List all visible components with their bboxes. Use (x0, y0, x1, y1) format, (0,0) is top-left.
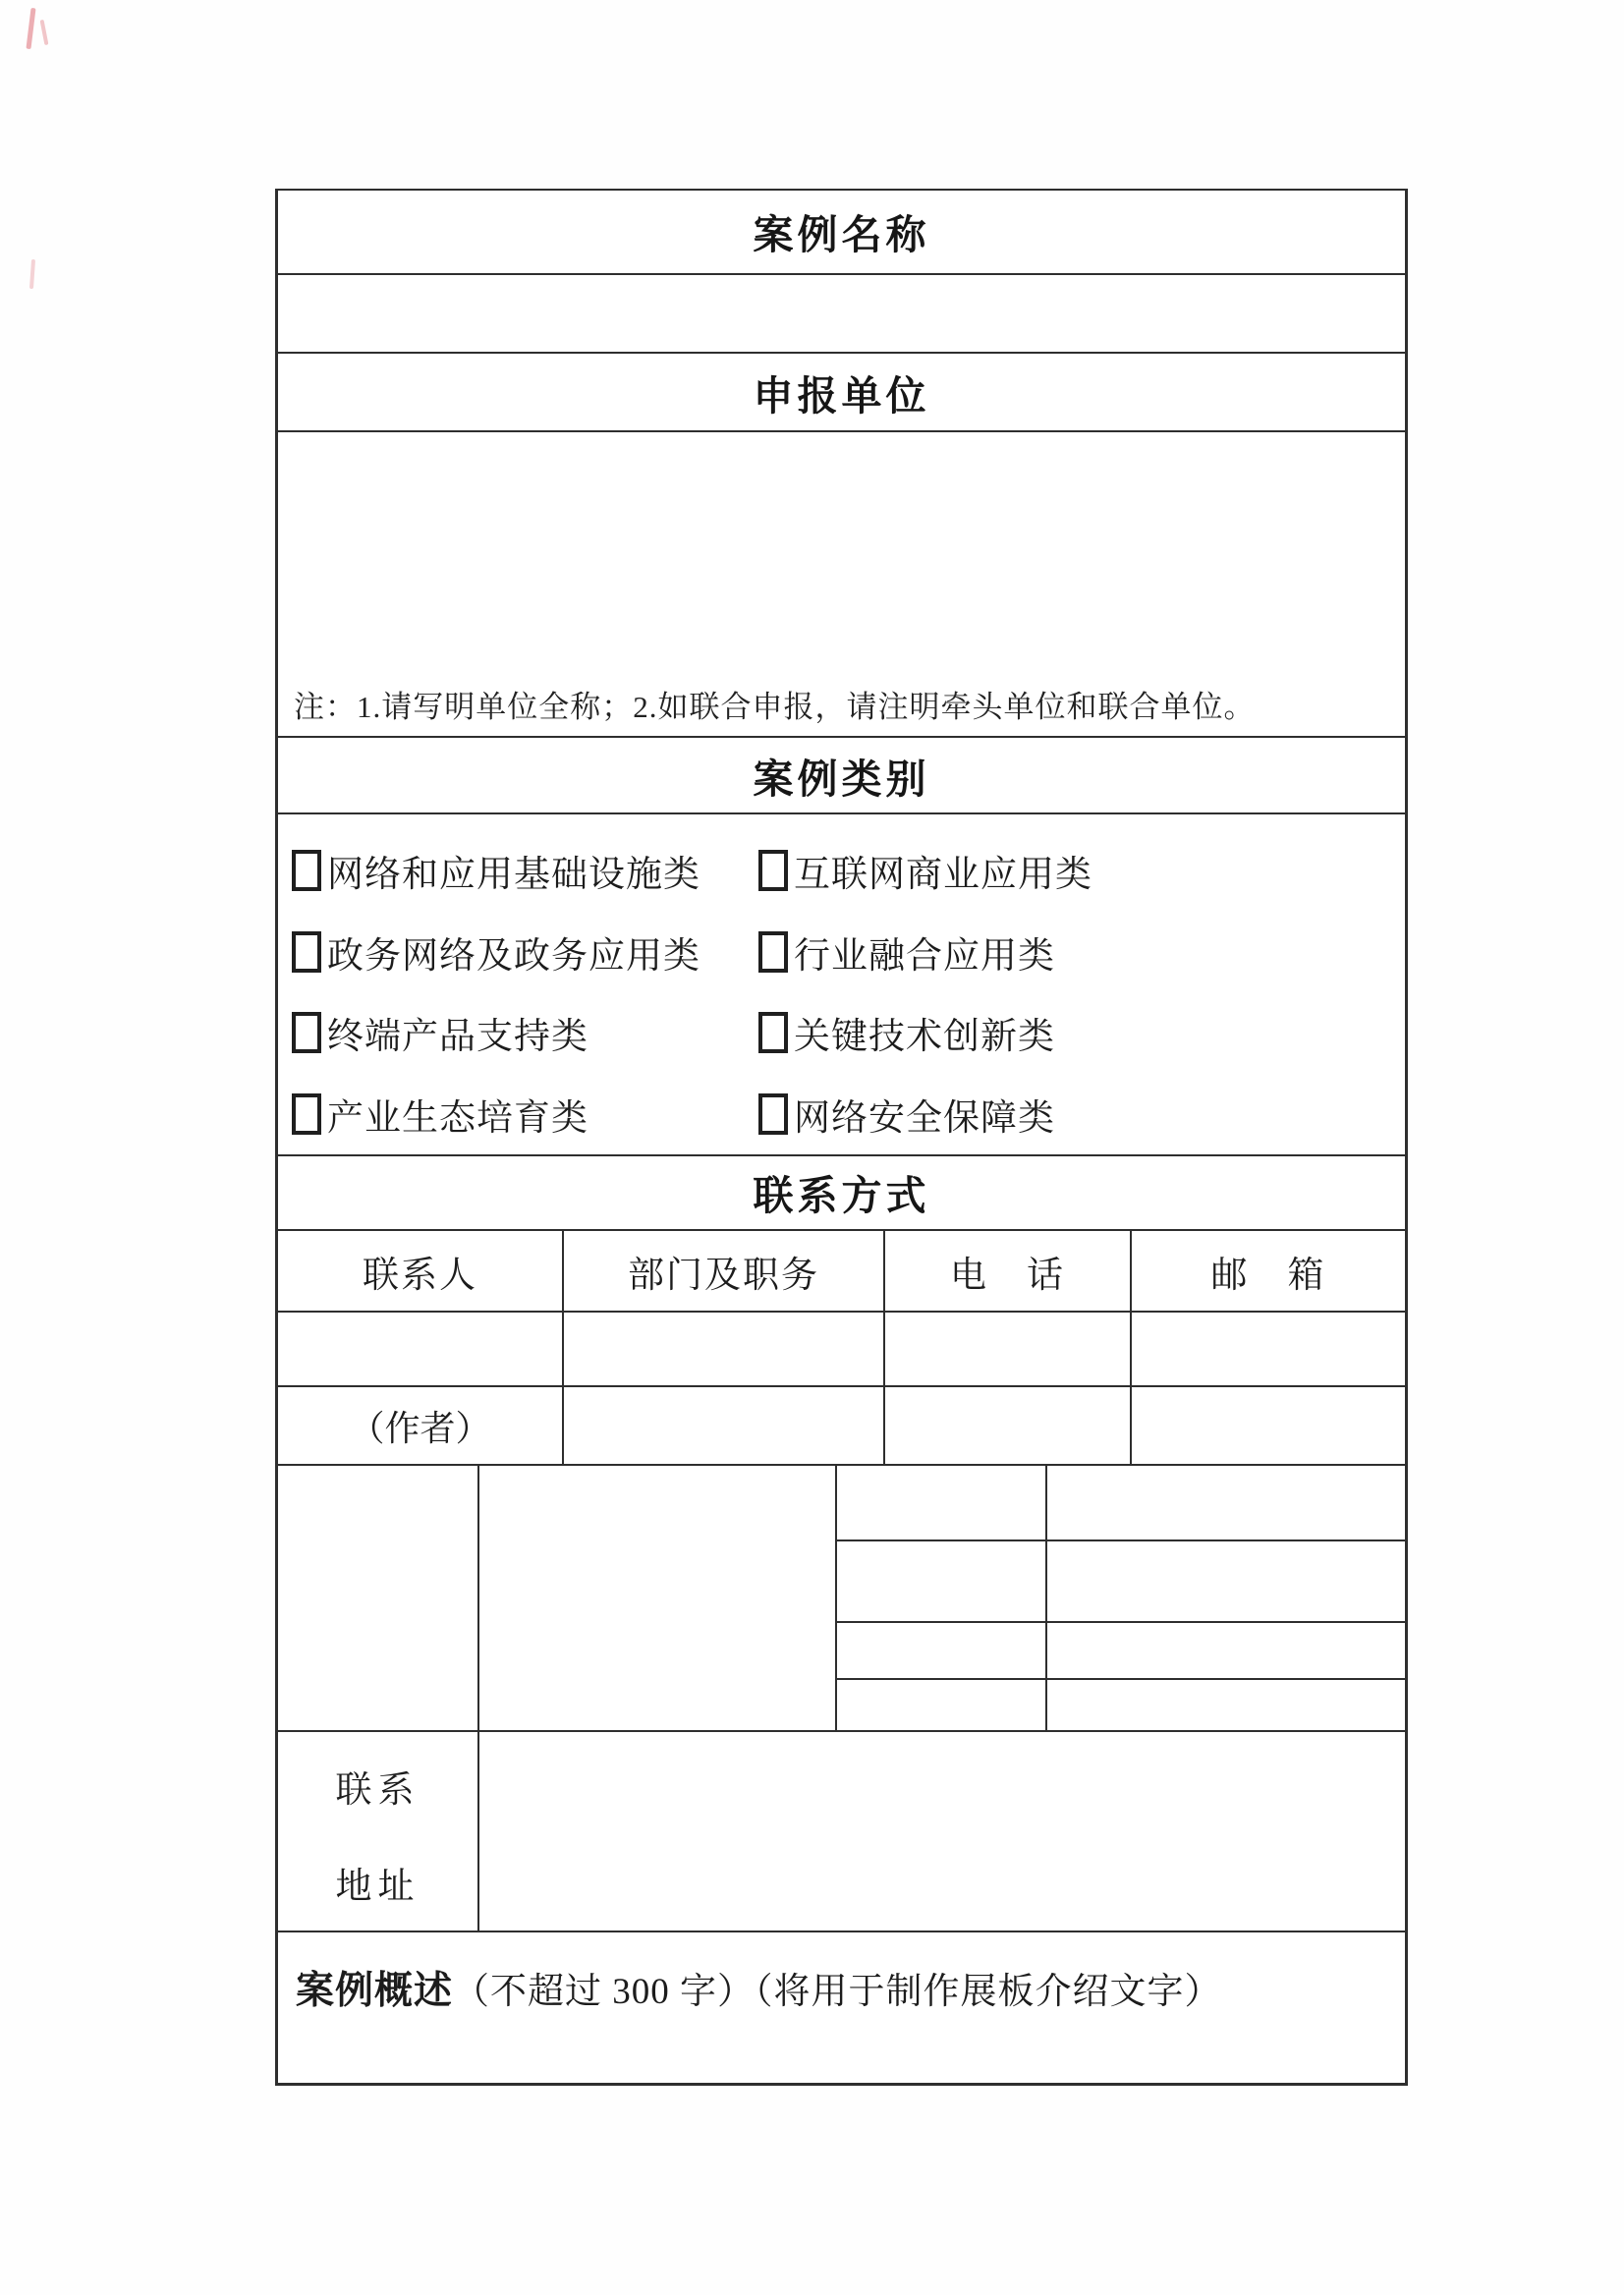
grid-input-cell-r3c1[interactable] (837, 1623, 1045, 1678)
category-label: 政务网络及政务应用类 (327, 935, 700, 977)
grid-input-cell-r3c2[interactable] (1045, 1623, 1405, 1678)
contact-columns-header (278, 1229, 1405, 1312)
category-label: 终端产品支持类 (327, 1017, 588, 1058)
summary-note: （不超过 300 字）（将用于制作展板介绍文字） (453, 1971, 1222, 2012)
contact-email-header: 邮 箱 (1130, 1231, 1405, 1312)
grid-input-cell-r2c2[interactable] (1045, 1541, 1405, 1621)
address-label (278, 1732, 477, 1930)
author-contact-row (278, 1385, 1405, 1464)
checkbox-icon[interactable] (758, 931, 788, 973)
category-row (278, 992, 1405, 1074)
summary-heading (278, 1932, 1405, 2015)
category-row (278, 1073, 1405, 1154)
category-title: 案例类别 (753, 756, 930, 802)
checkbox-icon[interactable] (292, 1093, 321, 1135)
unit-note: 注：1.请写明单位全称；2.如联合申报，请注明牵头单位和联合单位。 (294, 690, 1256, 725)
contact-dept-input-cell[interactable] (562, 1313, 883, 1385)
category-option (758, 1088, 1055, 1141)
contact-phone-header: 电 话 (883, 1231, 1130, 1312)
category-option (292, 1088, 758, 1141)
contact-person-header: 联系人 (363, 1255, 477, 1296)
application-form-table (275, 189, 1408, 2086)
summary-section[interactable] (278, 1931, 1405, 2084)
contact-phone-input-cell[interactable] (883, 1313, 1130, 1385)
address-label-top: 联系 (335, 1770, 420, 1812)
checkbox-icon[interactable] (758, 1012, 788, 1053)
contact-header-row (278, 1154, 1405, 1229)
unit-title: 申报单位 (753, 372, 930, 419)
category-option (758, 1006, 1055, 1059)
extra-left-input-cell[interactable] (278, 1466, 477, 1730)
extra-right-grid (835, 1466, 1405, 1730)
contact-title: 联系方式 (753, 1173, 930, 1219)
category-checkbox-section (278, 812, 1405, 1154)
grid-input-cell-r4c2[interactable] (1045, 1680, 1405, 1730)
unit-header-row (278, 352, 1405, 430)
contact-input-row (278, 1311, 1405, 1385)
author-email-input-cell[interactable] (1130, 1387, 1405, 1464)
extra-middle-input-cell[interactable] (477, 1466, 835, 1730)
checkbox-icon[interactable] (292, 850, 321, 891)
grid-input-cell-r1c1[interactable] (837, 1466, 1045, 1539)
summary-label: 案例概述 (296, 1969, 454, 2012)
checkbox-icon[interactable] (292, 1012, 321, 1053)
extra-grid-row (837, 1466, 1405, 1539)
extra-grid-row (837, 1621, 1405, 1678)
author-phone-input-cell[interactable] (883, 1387, 1130, 1464)
address-row (278, 1730, 1405, 1930)
grid-input-cell-r4c1[interactable] (837, 1680, 1045, 1730)
author-label: （作者） (349, 1408, 491, 1448)
scan-artifact-red-mark (40, 20, 49, 45)
unit-input-cell[interactable] (278, 430, 1405, 736)
scan-artifact-red-mark (26, 8, 35, 49)
contact-email-input-cell[interactable] (1130, 1313, 1405, 1385)
category-option (758, 844, 1092, 897)
contact-dept-header: 部门及职务 (562, 1231, 883, 1312)
category-label: 产业生态培育类 (327, 1097, 588, 1139)
category-option (292, 925, 758, 979)
case-name-header-row (278, 191, 1405, 273)
category-label: 关键技术创新类 (794, 1017, 1055, 1058)
checkbox-icon[interactable] (292, 931, 321, 973)
category-label: 网络和应用基础设施类 (327, 855, 700, 896)
contact-person-input-cell[interactable] (278, 1313, 562, 1385)
category-row (278, 830, 1405, 912)
grid-input-cell-r1c2[interactable] (1045, 1466, 1405, 1539)
category-option (292, 844, 758, 897)
checkbox-icon[interactable] (758, 850, 788, 891)
category-label: 行业融合应用类 (794, 935, 1055, 977)
category-header-row (278, 736, 1405, 812)
extra-grid-row (837, 1678, 1405, 1730)
checkbox-icon[interactable] (758, 1093, 788, 1135)
case-name-input-cell[interactable] (278, 273, 1405, 353)
extra-grid-section (278, 1464, 1405, 1730)
scan-artifact-red-mark (29, 259, 35, 289)
case-name-title: 案例名称 (753, 212, 930, 258)
category-label: 互联网商业应用类 (794, 855, 1092, 896)
category-option (292, 1006, 758, 1059)
category-option (758, 925, 1055, 979)
address-label-bottom: 地址 (335, 1866, 420, 1907)
extra-grid-row (837, 1539, 1405, 1621)
address-input-cell[interactable] (477, 1732, 1405, 1930)
author-dept-input-cell[interactable] (562, 1387, 883, 1464)
category-label: 网络安全保障类 (794, 1097, 1055, 1139)
category-row (278, 911, 1405, 992)
grid-input-cell-r2c1[interactable] (837, 1541, 1045, 1621)
